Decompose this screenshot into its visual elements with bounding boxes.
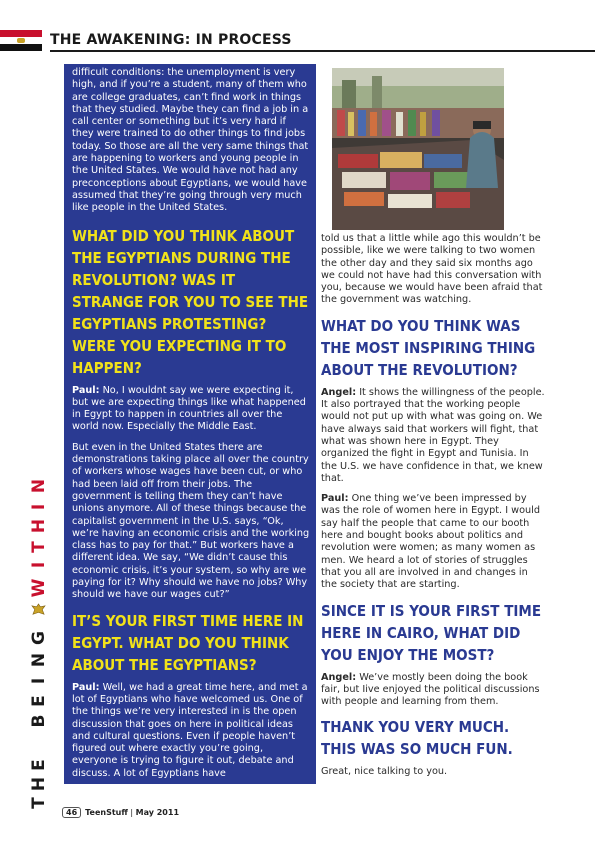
continuation-paragraph: told us that a little while ago this wouldn’t be possible, like we were talking to two women the other day and they said six months ago we could not have had this conversation with you, because we would have been afraid that the government was watching. (321, 233, 543, 306)
speaker-label: Paul: (72, 384, 100, 396)
answer-text: Well, we had a great time here, and met a lot of Egyptians who have welcomed us. One of the things we’re very interested in is the open discussion that goes on here in political ideas and cultural questions. Even if people haven’t figured out where exactly you’re going, everyone is trying to figure it out, debate and discuss. A lot of Egyptians have (72, 681, 308, 779)
question-heading: WHAT DID YOU THINK ABOUT THE EGYPTIANS DURING THE REVOLUTION? WAS IT STRANGE FOR YOU TO SEE THE EGYPTIANS PROTESTING? WERE YOU EXPECTING IT TO HAPPEN? (72, 226, 309, 377)
answer-paragraph (321, 387, 546, 485)
question-heading: IT’S YOUR FIRST TIME HERE IN EGYPT. WHAT DO YOU THINK ABOUT THE EGYPTIANS? (72, 611, 304, 674)
answer-text: We’ve mostly been doing the book fair, but Iive enjoyed the political discussions with people and learning from them. (321, 671, 540, 708)
eagle-icon (31, 603, 46, 618)
market-photo (332, 68, 504, 230)
sidebar-letter: H (29, 518, 49, 534)
answer-paragraph: Great, nice talking to you. (321, 766, 448, 778)
issue-date: May 2011 (135, 808, 180, 817)
sidebar-letter: G (29, 631, 49, 645)
page-footer: 46 TeenStuff | May 2011 (62, 807, 179, 818)
question-heading: SINCE IT IS YOUR FIRST TIME HERE IN CAIRO, WHAT DID YOU ENJOY THE MOST? (321, 601, 542, 664)
answer-paragraph (321, 493, 546, 591)
right-column (321, 233, 546, 787)
egypt-flag-icon (0, 30, 42, 51)
speaker-label: Angel: (321, 386, 357, 398)
sidebar-letter: E (29, 695, 49, 707)
left-column (72, 67, 310, 788)
answer-text: It shows the willingness of the people. It also portrayed that the working people would not put up with what was going on. We have always said that workers will fight, that what was shown here in Egypt. They organized the fight in Egypt and Tunisia. In the U.S. we have confidence in that, we knew that. (321, 386, 545, 484)
speaker-label: Paul: (72, 681, 100, 693)
sidebar-letter: I (29, 503, 49, 511)
market-stall-image (332, 68, 504, 230)
page-number: 46 (62, 807, 81, 818)
speaker-label: Angel: (321, 671, 357, 683)
answer-paragraph (321, 672, 546, 709)
sidebar-letter: I (29, 677, 49, 685)
answer-text: No, I wouldnt say we were expecting it, but we are expecting things like what happened in Egypt to happen in countries all over the world now. Especially the Middle East. (72, 384, 306, 433)
intro-paragraph: difficult conditions: the unemployment is very high, and if you’re a student, many of them who are college graduates, can’t find work in things that they studied. Maybe they can find a job in a call center or something but it’s very hard if they were trained to do other things to find jobs today. So those are all the very same things that are happening to workers and young people in the United States. We would have not had any preconceptions about Egyptians, we would have assumed that they’re going through very much like people in the United States. (72, 67, 309, 214)
sidebar-letter: N (29, 652, 49, 668)
sidebar-letter: I (29, 561, 49, 569)
sidebar-letter: T (29, 541, 49, 553)
vertical-sidebar-title (12, 375, 52, 815)
answer-text: One thing we’ve been impressed by was the role of women here in Egypt. I would say half the people that came to our booth here and bought books about politics and revolution were women; as many women as men. We heard a lot of stories of struggles that you all are involved in and changes in the society that are starting. (321, 493, 540, 591)
sidebar-letter: E (29, 759, 49, 771)
sidebar-letter: W (29, 578, 49, 598)
sidebar-letter: B (29, 714, 49, 728)
speaker-label: Paul: (321, 493, 349, 505)
question-heading: WHAT DO YOU THINK WAS THE MOST INSPIRING THING ABOUT THE REVOLUTION? (321, 316, 536, 379)
sidebar-letter: N (29, 478, 49, 494)
answer-paragraph (72, 682, 310, 780)
section-title: THE AWAKENING: IN PROCESS (50, 32, 292, 48)
sidebar-letter: H (29, 776, 49, 792)
answer-paragraph: But even in the United States there are demonstrations taking place all over the country of workers whose wages have been cut, or who had been laid off from their jobs. The government is telling them they can’t have unions anymore. All of these things because the capitalist government in the U.S. says, “Ok, we’re having an economic crisis and the working class has to pay for that.” But workers have a different idea. We say, “We didn’t cause this economic crisis, it’s your system, so why are we paying for it? Why should we have no jobs? Why should we have our wages cut?” (72, 441, 310, 601)
question-heading: THANK YOU VERY MUCH. THIS WAS SO MUCH FUN. (321, 718, 513, 759)
header-divider (50, 50, 595, 52)
sidebar-letter: T (29, 797, 49, 809)
answer-paragraph (72, 385, 310, 434)
publication-name: TeenStuff (85, 808, 128, 817)
